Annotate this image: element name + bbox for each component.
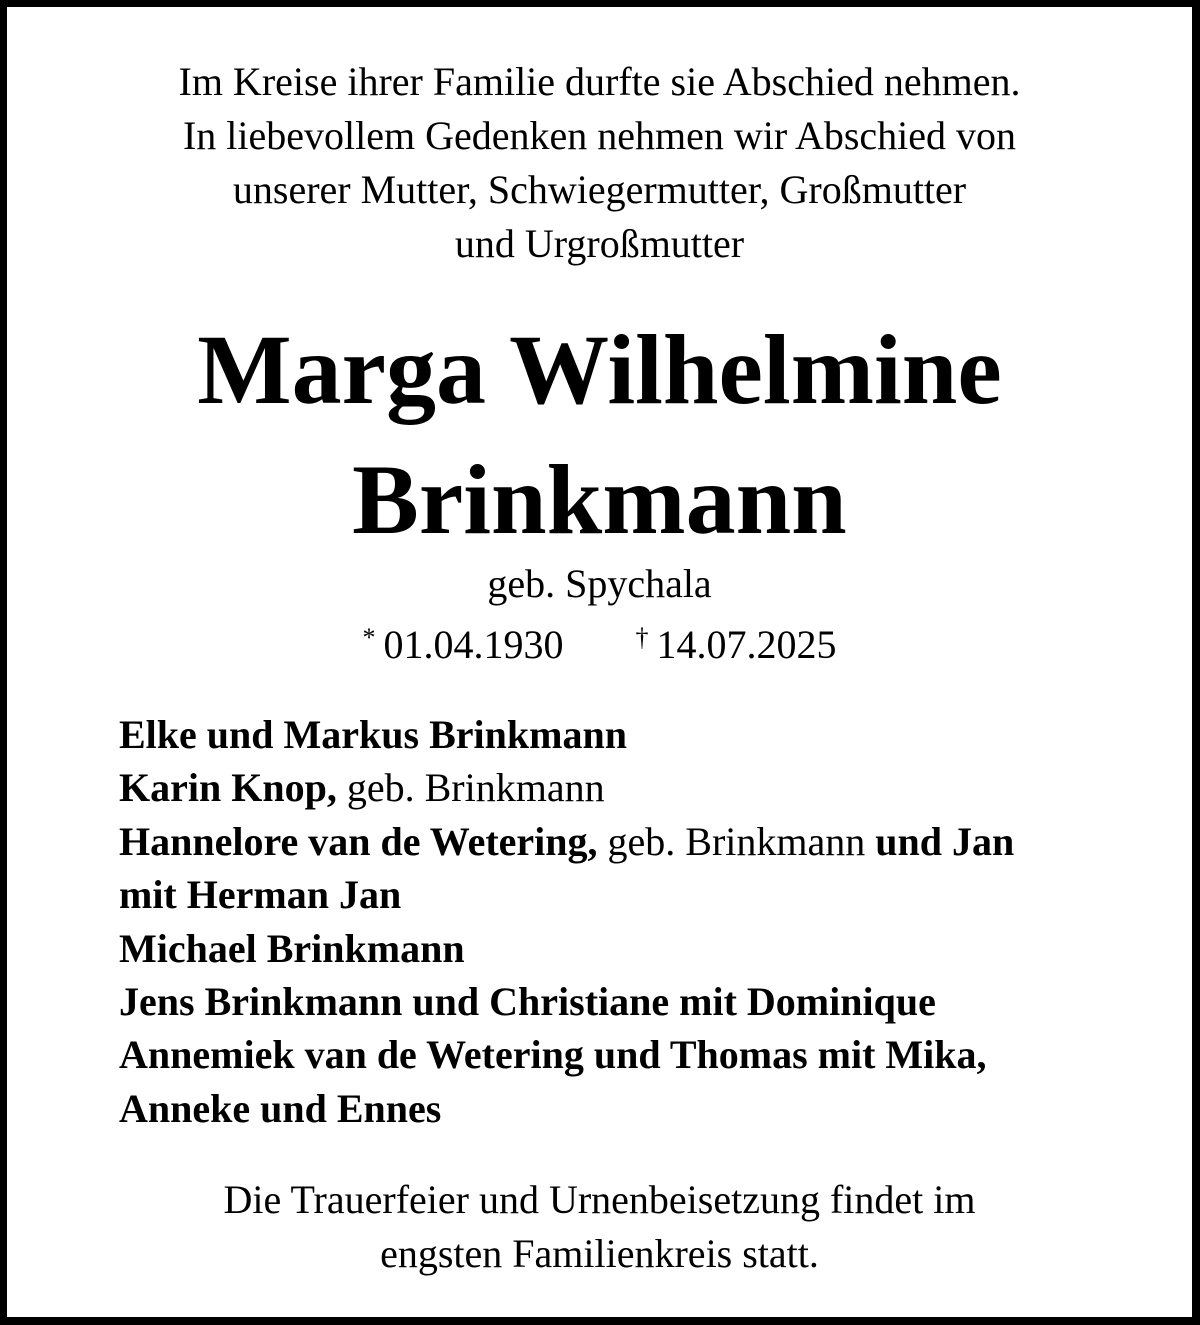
maiden-name: geb. Spychala [487,561,712,606]
mourner-name: Jens Brinkmann und Christiane mit Dominique [119,979,936,1025]
mourner-row [119,815,1014,868]
birth-star-icon: * [362,623,376,652]
life-dates [7,618,1192,672]
mourner-name: Annemiek van de Wetering und Thomas mit Mika, [119,1032,987,1078]
deceased-name-line: Brinkmann [352,444,847,555]
mourner-name: Michael Brinkmann [119,925,465,971]
mourner-partner: und Jan [875,818,1015,864]
intro-line: In liebevollem Gedenken nehmen wir Abschied von [182,113,1017,158]
birth-date: 01.04.1930 [383,622,564,667]
mourner-name: mit Herman Jan [119,872,402,918]
mourner-row [119,1028,1014,1081]
intro-line: unserer Mutter, Schwiegermutter, Großmutter [232,167,967,212]
intro-text [7,55,1192,271]
mourner-row [119,975,1014,1028]
mourner-name: Karin Knop, [119,765,337,811]
death-date-group [636,618,837,672]
funeral-info-line: Die Trauerfeier und Urnenbeisetzung findet im [223,1177,976,1222]
funeral-info-line: engsten Familienkreis statt. [380,1231,819,1276]
birth-date-group [363,618,564,672]
mourner-row [119,1082,1014,1135]
intro-line: Im Kreise ihrer Familie durfte sie Abschied nehmen. [178,59,1021,104]
intro-line: und Urgroßmutter [454,221,745,266]
funeral-info [7,1173,1192,1281]
mourner-name: Anneke und Ennes [119,1085,442,1131]
mourner-row [119,868,1014,921]
deceased-name-line: Marga Wilhelmine [197,314,1002,425]
death-date: 14.07.2025 [656,622,837,667]
mourner-row [119,922,1014,975]
mourner-maiden-note: geb. Brinkmann [336,765,605,811]
deceased-name [7,305,1192,565]
mourner-name: Elke und Markus Brinkmann [119,712,627,757]
mourner-maiden-note: geb. Brinkmann [597,818,876,864]
mourner-row [119,761,1014,814]
mourners-list [119,708,1014,1135]
mourner-row [119,708,1014,761]
mourner-name: Hannelore van de Wetering, [119,818,598,864]
death-dagger-icon: † [635,623,649,652]
